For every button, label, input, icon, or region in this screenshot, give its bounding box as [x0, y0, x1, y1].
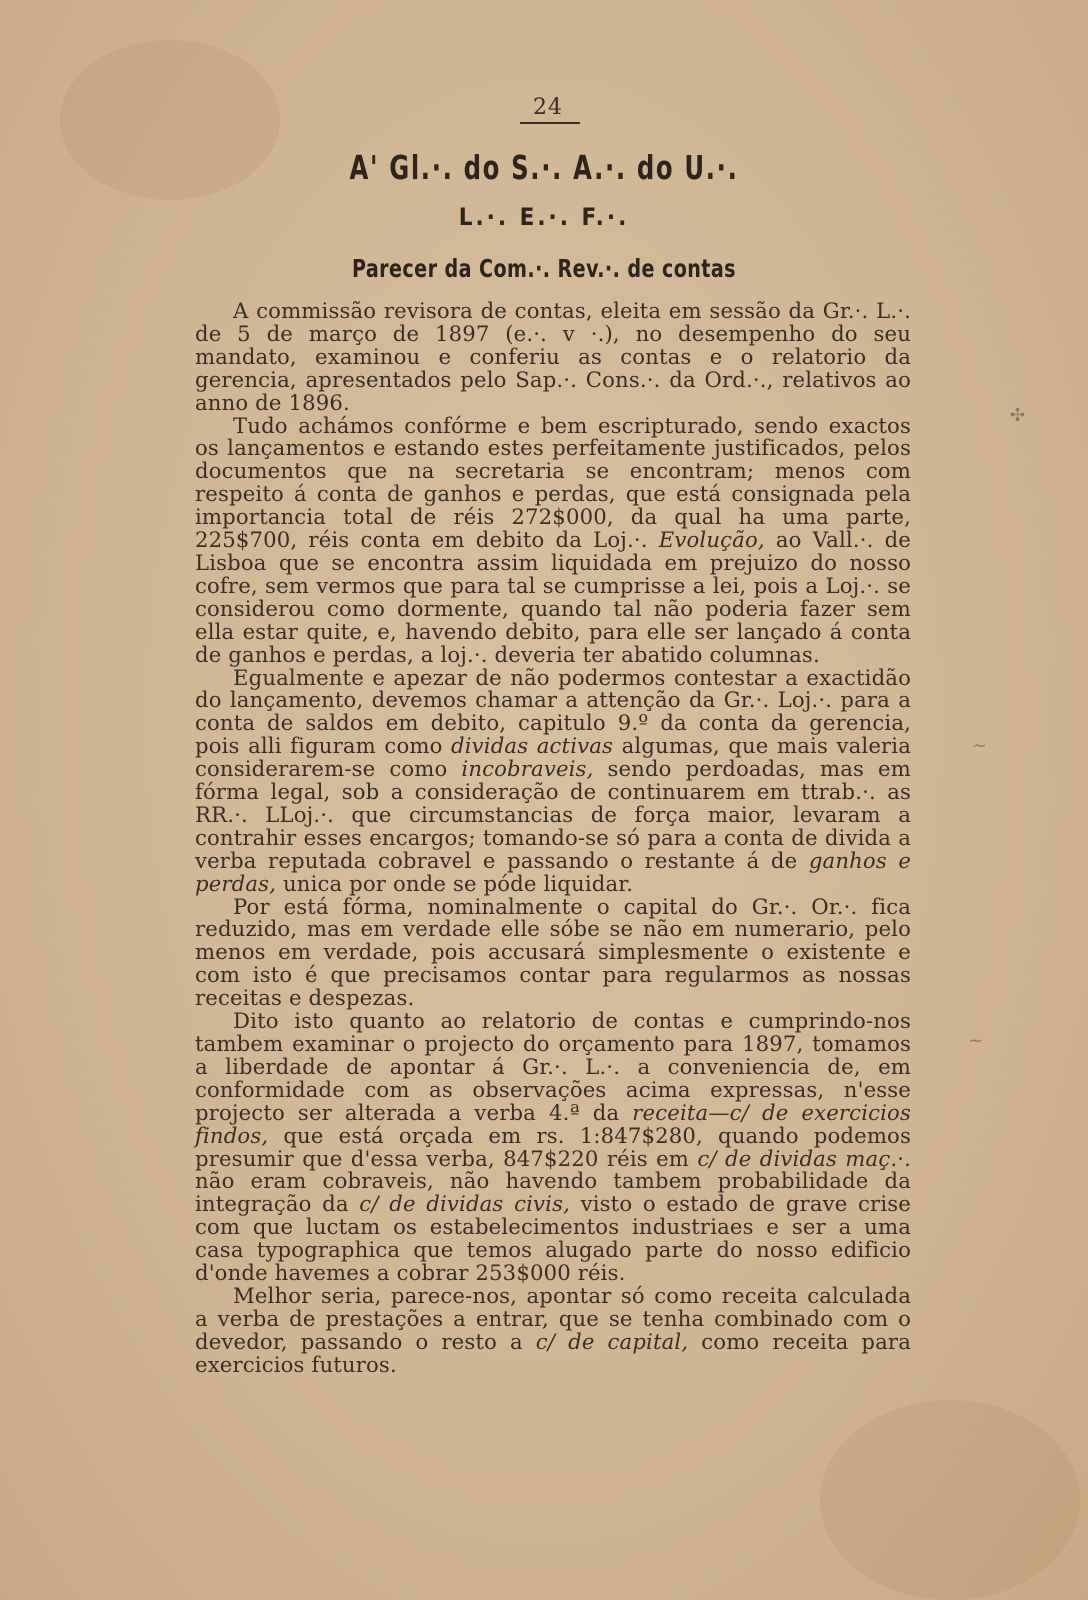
section-heading: Parecer da Com.·. Rev.·. de contas — [351, 254, 736, 283]
title-heading: A' Gl.·. do S.·. A.·. do U.·. — [349, 148, 739, 187]
paragraph-4: Por está fórma, nominalmente o capital do Gr.·. Or.·. fica reduzido, mas em verdade elle sóbe se não em numerario, pelo menos em verdade, pois accusará simplesmente o existente e com isto é que precisamos contar para regularmos as nossas receitas e despezas. — [195, 893, 911, 1011]
paragraph-1: A commissão revisora de contas, eleita em sessão da Gr.·. L.·. de 5 de março de 1897 (e.·. v ·.), no desempenho do seu mandato, examinou e conferiu as contas e o relatorio da gerencia, apresentados pelo Sap.·. Cons.·. da Ord.·., relativos ao anno de 1896. — [195, 298, 911, 415]
paragraph-3: Egualmente e apezar de não podermos contestar a exactidão do lançamento, devemos chamar a attenção da Gr.·. Loj.·. para a conta de saldos em debito, capitulo 9.º da conta da gerencia, pois alli figuram como dividas activas algumas, que mais valeria considerarem-se como incobraveis, sendo perdoadas, mas em fórma legal, sob a consideração de continuarem em ttrab.·. as RR.·. LLoj.·. que circumstancias de força maior, levaram a contrahir esses encargos; tomando-se só para a conta de divida a verba reputada cobravel e passando o restante á de ganhos e perdas, unica por onde se póde liquidar. — [195, 664, 912, 896]
page-number: 24 — [533, 95, 563, 120]
paragraph-2: Tudo achámos confórme e bem escripturado, sendo exactos os lançamentos e estando estes perfeitamente justificados, pelos documentos que na secretaria se encontram; menos com respeito á conta de ganhos e perdas, que está consignada pela importancia total de réis 272$000, da qual ha uma parte, 225$700, réis conta em debito da Loj.·. Evolução, ao Vall.·. de Lisboa que se encontra assim liquidada em prejuizo do nosso cofre, sem vermos que para tal se cumprisse a lei, pois a Loj.·. se considerou como dormente, quando tal não poderia fazer sem ella estar quite, e, havendo debito, para elle ser lançado á conta de ganhos e perdas, a loj.·. deveria ter abatido columnas. — [195, 412, 911, 667]
subtitle-heading: L.·. E.·. F.·. — [458, 203, 630, 231]
margin-ink-mark: ~ — [968, 1030, 984, 1051]
page-number-underline — [520, 122, 580, 124]
margin-ink-mark: ✣ — [1010, 405, 1026, 426]
body-text — [195, 300, 911, 1377]
paper-stain — [820, 1400, 1080, 1600]
margin-ink-mark: ~ — [972, 735, 988, 756]
paragraph-5: Dito isto quanto ao relatorio de contas e cumprindo-nos tambem examinar o projecto do orçamento para 1897, tomamos a liberdade de apontar á Gr.·. L.·. a conveniencia de, em conformidade com as observações acima expressas, n'esse projecto ser alterada a verba 4.ª da receita—c/ de exercicios findos, que está orçada em rs. 1:847$280, quando podemos presumir que d'essa verba, 847$220 réis em c/ de dividas maç.·. não eram cobraveis, não havendo tambem probabilidade da integração da c/ de dividas civis, visto o estado de grave crise com que luctam os estabelecimentos industriaes e ser a uma casa typographica que temos alugado parte do nosso edificio d'onde havemes a cobrar 253$000 réis. — [195, 1008, 911, 1286]
paragraph-6: Melhor seria, parece-nos, apontar só como receita calculada a verba de prestações a entrar, que se tenha combinado com o devedor, passando o resto a c/ de capital, como receita para exercicios futuros. — [195, 1282, 911, 1377]
